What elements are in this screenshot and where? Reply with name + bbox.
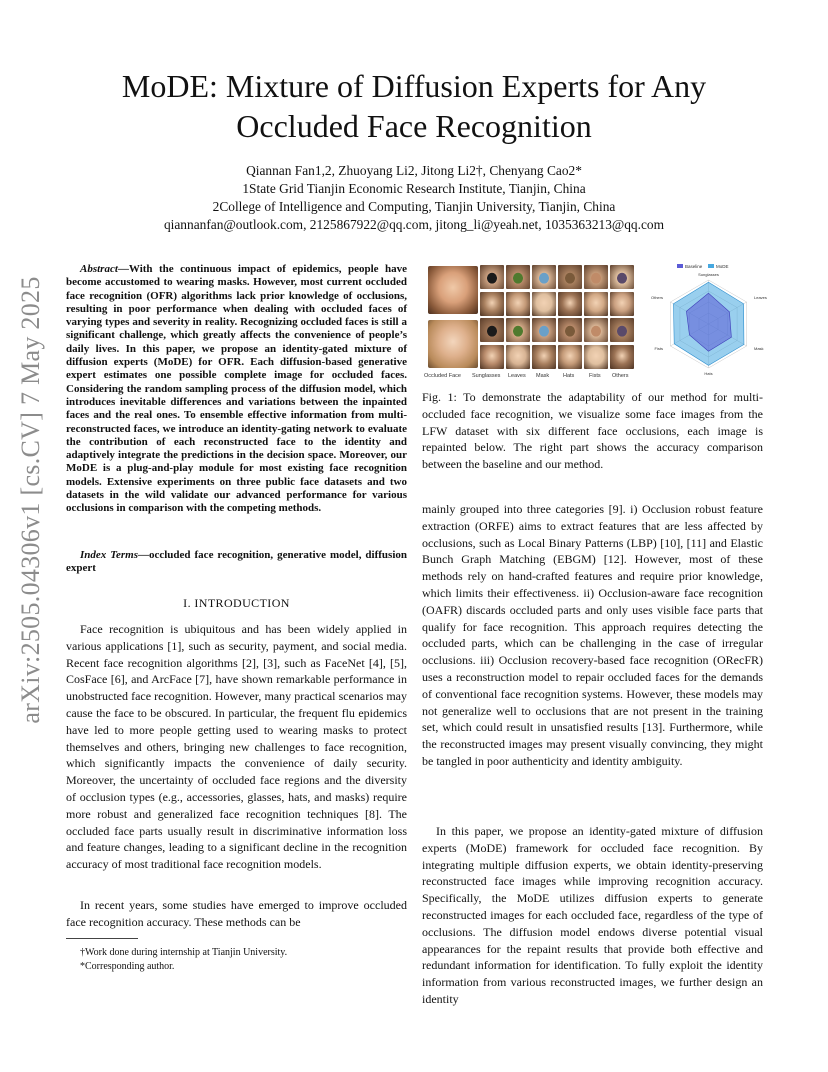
intro-paragraph-1 (66, 621, 407, 873)
radar-axis-others: Others (650, 295, 663, 300)
face-thumbnail (610, 318, 634, 342)
intro-paragraph-2 (66, 897, 407, 931)
index-terms-label: Index Terms (80, 549, 138, 561)
title-line-1: MoDE: Mixture of Diffusion Experts for Any (121, 68, 707, 104)
face-thumbnail (506, 265, 530, 289)
face-thumbnail (532, 318, 556, 342)
intro-text-2: In recent years, some studies have emerged to improve occluded face recognition accuracy. These methods can be (66, 898, 407, 929)
face-thumbnail (584, 345, 608, 369)
right-paragraph-2 (422, 823, 763, 1008)
face-thumbnail (558, 345, 582, 369)
legend-swatch-mode (708, 264, 714, 268)
radar-axis-leaves: Leaves (754, 295, 767, 300)
abstract (66, 263, 407, 516)
paper-title (60, 66, 768, 146)
face-image-grid (422, 262, 636, 379)
face-thumbnail (558, 318, 582, 342)
author-emails: qiannanfan@outlook.com, 2125867922@qq.com, jitong_li@yeah.net, 1035363213@qq.com (163, 217, 665, 232)
abstract-label: Abstract (80, 263, 118, 275)
author-list: Qiannan Fan1,2, Zhuoyang Li2, Jitong Li2†, Chenyang Cao2* (246, 163, 582, 178)
radar-axis-sunglasses: Sunglasses (698, 272, 719, 277)
face-thumbnail (506, 345, 530, 369)
affiliation-1: 1State Grid Tianjin Economic Research Institute, Tianjin, China (242, 181, 586, 196)
right-text-2: In this paper, we propose an identity-gated mixture of diffusion experts (MoDE) framework for occluded face recognition. By integrating multiple diffusion experts, we obtain identity-preserving reconstructed face images while improving recognition accuracy. Specifically, the MoDE utilizes diffusion experts to generate reconstructed images for each occluded face, regardless of the type of occlusions. The diffusion model endows diverse potential visual appearances for the repaint results that provide both effective and redundant information for identification. To fully exploit the identity information from various reconstructed images, we further design an identity (422, 824, 763, 1006)
affiliation-2: 2College of Intelligence and Computing, Tianjin University, Tianjin, China (212, 199, 616, 214)
label-hats: Hats (563, 373, 575, 379)
label-mask: Mask (536, 373, 550, 379)
right-paragraph-1 (422, 501, 763, 770)
face-thumbnail (610, 265, 634, 289)
label-fists: Fists (589, 373, 601, 379)
label-sunglasses: Sunglasses (472, 373, 501, 379)
abstract-text: —With the continuous impact of epidemics, people have become accustomed to wearing masks. However, most current occluded face recognition (OFR) algorithms lack prior knowledge of occlusions, resulting in poor performance when dealing with occluded faces of varying types and severity in reality. Recognizing occluded faces is still a significant challenge, which greatly affects the convenience of people’s daily lives. In this paper, we propose an identity-gated mixture of diffusion experts (MoDE) for OFR. Each diffusion-based generative expert estimates one possible complete image for occluded faces. Considering the random sampling process of the diffusion model, which introduces inevitable differences and variations between the inpainted faces and the real ones. To ensemble effective information from multi-reconstructed faces, we introduce an identity-gating network to evaluate the contribution of each reconstructed face to the identity and adaptively integrate the predictions in the decision space. Moreover, our MoDE is a plug-and-play module for most existing face recognition models. Extensive experiments on three public face datasets and two datasets in the wild validate our advanced performance for various occlusions in comparison with the competing methods. (66, 263, 407, 515)
footnote-rule (66, 938, 138, 939)
arxiv-identifier-sidebar (6, 276, 56, 724)
face-thumbnail (584, 292, 608, 316)
accuracy-radar-chart (650, 262, 767, 380)
legend-swatch-baseline (677, 264, 683, 268)
section-heading-introduction: I. INTRODUCTION (183, 596, 290, 610)
face-thumbnail (558, 292, 582, 316)
face-thumbnail (532, 345, 556, 369)
face-thumbnail (584, 318, 608, 342)
footnote-1: †Work done during internship at Tianjin University. (80, 947, 288, 958)
legend-label-baseline: Baseline (685, 264, 703, 269)
label-occluded-face: Occluded Face (424, 373, 461, 379)
intro-text-1: Face recognition is ubiquitous and has been widely applied in various applications [1], such as security, payment, and social media. Recent face recognition algorithms [2], [3], such as FaceNet [4], [5], CosFace [6], and ArcFace [7], have shown remarkable performance in unobstructed face recognition. However, many practical scenarios may cause the face to be obscured. In particular, the frequent flu epidemics have led to more people getting used to wearing masks to protect themselves and others, bringing new challenges to face recognition, which significantly impacts the convenience of daily security. Moreover, the uncertainty of occluded face regions and the diversity of occlusion types (e.g., accessories, glasses, hats, and masks) require more robust and generalized face recognition techniques [8]. The occluded face parts usually result in discriminative information loss and feature changes, leading to a significant decline in the recognition accuracy of most traditional face recognition models. (66, 622, 407, 872)
face-thumbnail (506, 292, 530, 316)
footnote-2: *Corresponding author. (80, 961, 175, 972)
figure-1 (422, 262, 767, 384)
legend-label-mode: MoDE (716, 264, 729, 269)
occluded-face-image-2 (428, 320, 478, 368)
face-thumbnail (584, 265, 608, 289)
label-leaves: Leaves (508, 373, 526, 379)
radar-axis-mask: Mask (754, 346, 764, 351)
occluded-face-image-1 (428, 266, 478, 314)
right-text-1: mainly grouped into three categories [9]. i) Occlusion robust feature extraction (ORFE) aims to extract features that are less affected by occlusions, such as Local Binary Patterns (LBP) [10], [11] and Elastic Bunch Graph Matching (EBGM) [12]. However, most of these methods rely on hand-crafted features and require prior knowledge, which limits their effectiveness. ii) Occlusion-aware face recognition (OAFR) discards occluded parts and only uses visible face parts that qualify for face recognition. This approach requires detecting the occluded parts, which can be challenging in the case of irregular occlusions. iii) Occlusion recovery-based face recognition (ORecFR) uses a reconstruction model to repair occluded faces for the demands of conventional face recognition systems. However, these models may not generalize well to occlusions that are not present in the training set, which could result in unsatisfied results [13]. Furthermore, while the reconstructed images may present visually convincing, they might be tangled in poor authenticity and identity ambiguity. (422, 502, 763, 768)
face-thumbnail (610, 345, 634, 369)
face-thumbnail (506, 318, 530, 342)
face-thumbnail (532, 292, 556, 316)
face-thumbnail (558, 265, 582, 289)
title-line-2: Occluded Face Recognition (236, 108, 592, 144)
face-thumbnail (480, 318, 504, 342)
figure-1-caption: Fig. 1: To demonstrate the adaptability of our method for multi-occluded face recognition, we visualize some face images from the LFW dataset with six different face occlusions, each image is repainted below. The right part shows the accuracy comparison between the baseline and our method. (422, 390, 763, 472)
face-thumbnail (480, 265, 504, 289)
face-thumbnail (480, 345, 504, 369)
label-others: Others (612, 373, 629, 379)
radar-axis-fists: Fists (654, 346, 663, 351)
arxiv-id: arXiv:2505.04306v1 [cs.CV] 7 May 2025 (16, 276, 45, 724)
face-thumbnail (610, 292, 634, 316)
index-terms (66, 549, 407, 576)
radar-axis-hats: Hats (704, 371, 713, 376)
face-thumbnail (480, 292, 504, 316)
index-terms-text: —occluded face recognition, generative model, diffusion expert (66, 549, 407, 575)
face-thumbnail (532, 265, 556, 289)
